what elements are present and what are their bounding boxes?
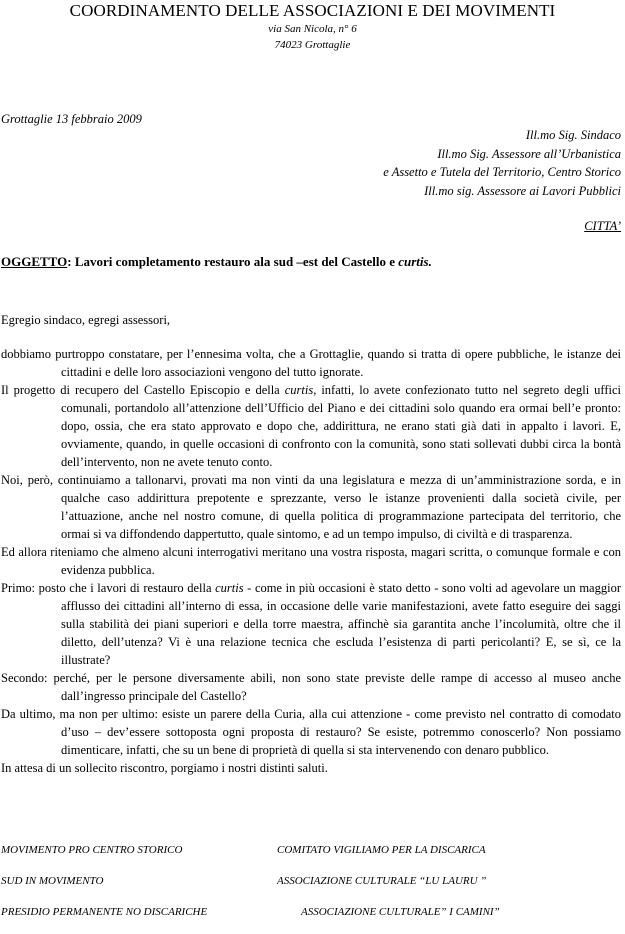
salutation: Egregio sindaco, egregi assessori, [1,313,171,327]
recipient-line: Ill.mo sig. Assessore ai Lavori Pubblici [424,183,621,198]
signature-left: SUD IN MOVIMENTO [1,875,104,887]
address-city: 74023 Grottaglie [274,39,351,51]
signature-left: PRESIDIO PERMANENTE NO DISCARICHE [1,906,208,918]
body-paragraph: Primo: posto che i lavori di restauro della curtis - come in più occasioni è stato detto - sono volti ad agevolare un maggior afflusso dei cittadini all’interno di essa, in occasione delle varie manifestazioni, avete fatto eseguire dei saggi sulla stabilità dei piani superiori e della torre maestra, affinchè sia garantita anche l’incolumità, oltre che il diletto, dell’utenza? Vi è una relazione tecnica che escluda l’esistenza di parti pericolanti? E, se sì, ce la illustrate? [1,581,621,667]
body-paragraph: Da ultimo, ma non per ultimo: esiste un parere della Curia, alla cui attenzione - come previsto nel contratto di comodato d’uso – dev’essere sottoposta ogni proposta di restauro? Se esiste, potremmo conoscerlo? Non possiamo dimenticare, infatti, che su un bene di proprietà di quella si sta intervenendo con denaro pubblico. [1,707,621,757]
subject-label: OGGETTO [1,254,68,269]
recipient-line: e Assetto e Tutela del Territorio, Centro Storico [383,165,621,179]
signature-right: ASSOCIAZIONE CULTURALE” I CAMINI” [301,906,500,918]
address-street: via San Nicola, n° 6 [268,23,357,35]
letter-date: Grottaglie 13 febbraio 2009 [1,112,142,126]
body-paragraph: Il progetto di recupero del Castello Episcopio e della curtis, infatti, lo avete confezionato tutto nel segreto degli uffici comunali, portandolo all’attenzione dell’Ufficio del Piano e dei cittadini solo quando era ormai bell’e pronto: dopo, ossia, che era stato approvato e dopo che, addirittura, ne erano stati già dati in appalto i lavori. E, ovviamente, quando, in quelle occasioni di confronto con la comunità, sono stati sollevati dubbi circa la bontà dell’intervento, non ne avete tenuto conto. [1,383,621,469]
organization-title: COORDINAMENTO DELLE ASSOCIAZIONI E DEI MOVIMENTI [69,1,556,20]
signature-right: ASSOCIAZIONE CULTURALE “LU LAURU ” [277,875,487,887]
body-paragraph: Secondo: perché, per le persone diversamente abili, non sono state previste delle rampe di accesso al museo anche dall’ingresso principale del Castello? [1,671,621,703]
body-paragraph: dobbiamo purtroppo constatare, per l’ennesima volta, che a Grottaglie, quando si tratta di opere pubbliche, le istanze dei cittadini e delle loro associazioni vengono del tutto ignorate. [1,347,621,379]
letter-body [1,345,621,777]
city-line: CITTA’ [584,219,621,233]
body-paragraph: Noi, però, continuiamo a tallonarvi, provati ma non vinti da una legislatura e mezza di un’amministrazione sorda, e in qualche caso addirittura prepotente e sprezzante, verso le istanze provenienti dalla società civile, per l’attuazione, anche nel nostro comune, di quella politica di programmazione partecipata del territorio, che ormai si va diffondendo dappertutto, quale sintomo, e ad un tempo impulso, di civiltà e di trasparenza. [1,473,621,541]
subject-text: Lavori completamento restauro ala sud –est del Castello e [74,254,395,269]
body-paragraph: Ed allora riteniamo che almeno alcuni interrogativi meritano una vostra risposta, magari scritta, o comunque formale e con evidenza pubblica. [1,545,621,577]
signature-row [1,841,621,872]
signature-left: MOVIMENTO PRO CENTRO STORICO [1,844,183,856]
body-paragraph: In attesa di un sollecito riscontro, porgiamo i nostri distinti saluti. [1,761,328,775]
signature-row [1,872,621,903]
signatures-block [1,841,621,934]
recipients-block [221,126,621,200]
recipient-line: Ill.mo Sig. Sindaco [525,128,621,142]
signature-row [1,903,621,934]
recipient-line: Ill.mo Sig. Assessore all’Urbanistica [437,146,621,161]
subject-italic: curtis. [398,254,432,269]
signature-right: COMITATO VIGILIAMO PER LA DISCARICA [277,844,486,856]
subject-line: OGGETTO: Lavori completamento restauro ala sud –est del Castello e curtis. [1,254,432,269]
